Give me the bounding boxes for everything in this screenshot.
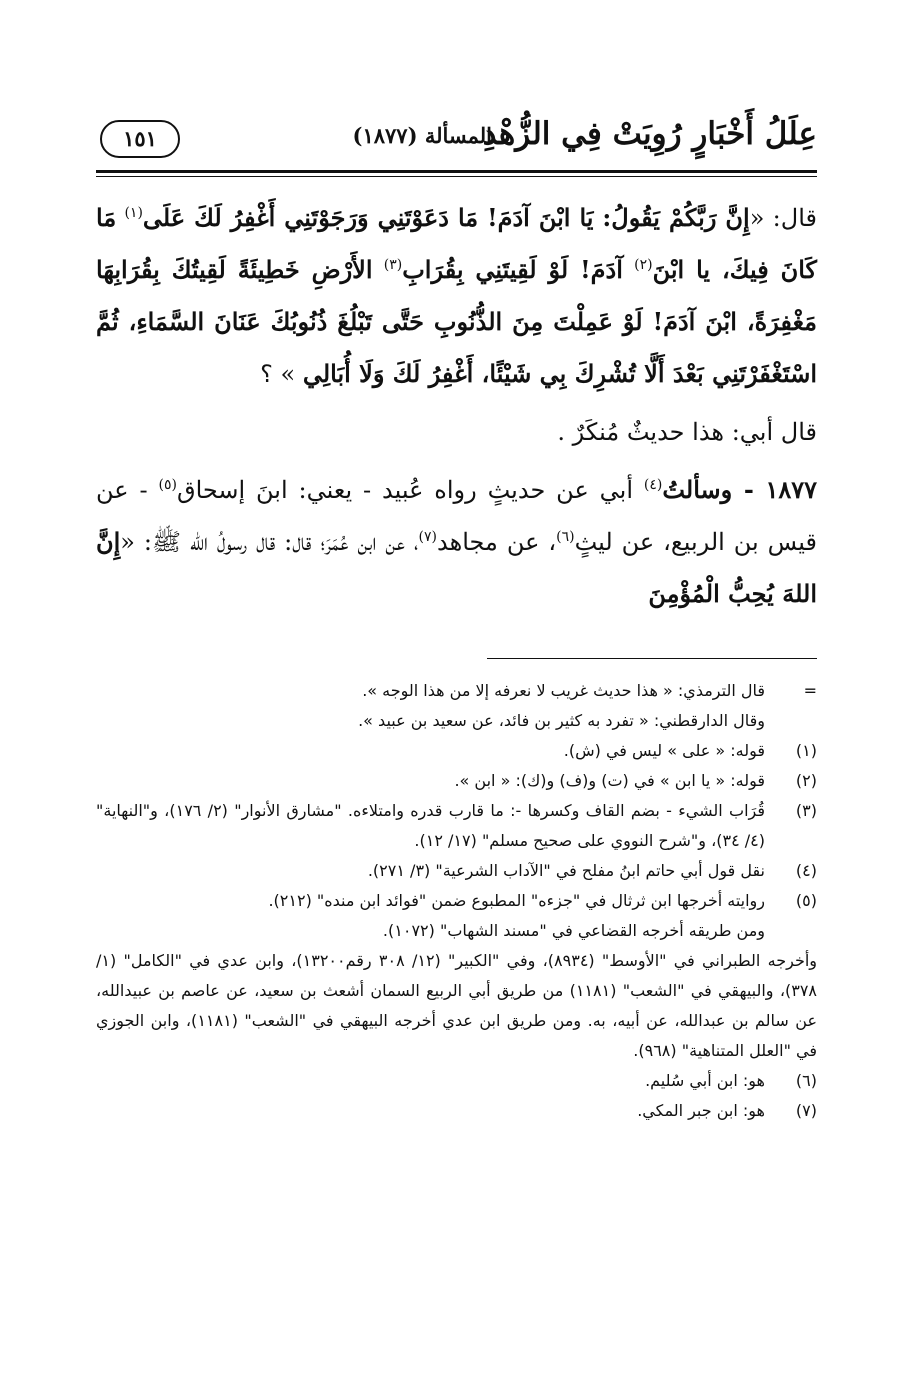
footnote-number: (٤) — [795, 861, 817, 880]
footnote-7 — [96, 1096, 817, 1126]
chain-text-b: - عن قيس بن الربيع، عن ليثٍ — [96, 476, 817, 556]
footnote-5-paragraph: وأخرجه الطبراني في "الأوسط" (٨٩٣٤)، وفي "الكبير" (١٢/ ٣٠٨ رقم١٣٢٠٠)، وابن عدي في "الكامل" (١/ ٣٧٨)، والبيهقي في "الشعب" (١١٨١) من طريق أبي الربيع السمان أشعث بن سعيد، عن عاصم بن عبيدالله، عن سالم بن عبدالله، عن أبيه، به. ومن طريق ابن عدي أخرجه البيهقي في "الشعب" (١١٨١)، وابن الجوزي في "العلل المتناهية" (٩٦٨). — [96, 951, 818, 1060]
issue-heading — [353, 118, 492, 154]
hadith-text-c: آدَمَ! لَوْ لَقِيتَنِي بِقُرَابِ — [402, 255, 623, 284]
footnote-text: قُرَاب الشيء - بضم القاف وكسرها -: ما قارب قدره وامتلاءه. "مشارق الأنوار" (٢/ ١٧٦)، و"النهاية" (٤/ ٣٤)، و"شرح النووي على صحيح مسلم" (١٧/ ١٢). — [96, 801, 765, 850]
footnote-ref-2: (٢) — [634, 257, 653, 273]
footnote-number: (٧) — [795, 1101, 817, 1120]
issue-number: (١٨٧٧) — [352, 123, 418, 148]
page-number: ١٥١ — [100, 120, 180, 158]
footnote-5-line-2: ومن طريقه أخرجه القضاعي في "مسند الشهاب" (١٠٧٢). — [382, 921, 765, 940]
footnote-text: نقل قول أبي حاتم ابنُ مفلح في "الآداب الشرعية" (٣/ ٢٧١). — [367, 861, 765, 880]
continuation-line-2: وقال الدارقطني: « تفرد به كثير بن فائد، عن سعيد بن عبيد ». — [358, 711, 765, 730]
footnote-ref-6: (٦) — [556, 529, 575, 545]
hadith-paragraph — [96, 192, 817, 400]
hadith-text-b: مَا كَانَ فِيكَ، يا ابْنَ — [96, 203, 817, 284]
footnotes — [96, 676, 817, 1126]
issue-number-text: ١٨٧٧ - وسألتُ — [662, 475, 817, 504]
hadith-text-a: إِنَّ رَبَّكُمْ يَقُولُ: يَا ابْنَ آدَمَ! مَا دَعَوْتَنِي وَرَجَوْتَنِي أَغْفِرُ لَكَ عَلَى — [142, 203, 750, 232]
footnote-text: هو: ابن أبي سُليم. — [645, 1071, 765, 1090]
verdict-paragraph: قال أبي: هذا حديثٌ مُنكَرٌ . — [557, 418, 817, 446]
footnote-continuation — [96, 676, 817, 706]
footnote-1 — [96, 736, 817, 766]
header-divider — [96, 170, 817, 177]
footnote-ref-1: (١) — [124, 205, 143, 221]
footnote-ref-7: (٧) — [418, 529, 437, 545]
hadith-opening: إِنَّ اللهَ يُحِبُّ الْمُؤْمِنَ — [96, 527, 817, 608]
footnote-divider — [487, 658, 817, 659]
footnote-text: روايته أخرجها ابن ثرثال في "جزءه" المطبوع ضمن "فوائد ابن منده" (٢١٢). — [268, 891, 765, 910]
hadith-text-d: الأَرْضِ خَطِيئَةً لَقِيتُكَ بِقُرَابِهَا مَغْفِرَةً، ابْنَ آدَمَ! لَوْ عَمِلْتَ مِنَ الذُّنُوبِ حَتَّى تَبْلُغَ ذُنُوبُكَ عَنَانَ السَّمَاءِ، ثُمَّ اسْتَغْفَرْتَنِي بَعْدَ أَلَّا تُشْرِكَ بِي شَيْئًا، أَغْفِرُ لَكَ وَلَا أُبَالِي — [96, 255, 817, 388]
issue-paragraph — [96, 464, 817, 620]
footnote-number: (٢) — [795, 771, 817, 790]
intro-text: قال: « — [749, 204, 817, 232]
issue-label: المسألة — [424, 123, 492, 148]
continuation-line-1: قال الترمذي: « هذا حديث غريب لا نعرفه إلا من هذا الوجه ». — [362, 681, 765, 700]
footnote-number: (٦) — [795, 1071, 817, 1090]
footnote-6 — [96, 1066, 817, 1096]
footnote-number: (١) — [795, 741, 817, 760]
footnote-ref-5: (٥) — [158, 477, 177, 493]
footnote-3 — [96, 796, 817, 856]
footnote-5 — [96, 886, 817, 916]
footnote-ref-4: (٤) — [643, 477, 663, 493]
footnote-ref-3: (٣) — [383, 257, 403, 273]
page-header — [96, 108, 817, 168]
footnote-4 — [96, 856, 817, 886]
continuation-marker: = — [803, 681, 817, 700]
chain-text-d: ، عن ابن عُمَرَ؛ قال: قال رسولُ الله ﷺ: « — [120, 528, 419, 556]
chain-text-c: ، عن مجاهد — [436, 528, 557, 556]
main-text — [96, 192, 817, 620]
footnote-2 — [96, 766, 817, 796]
footnote-text: هو: ابن جبر المكي. — [637, 1101, 765, 1120]
footnote-text: قوله: « يا ابن » في (ت) و(ف) و(ك): « ابن ». — [454, 771, 765, 790]
outro-text: » ؟ — [260, 360, 296, 388]
footnote-number: (٥) — [795, 891, 817, 910]
book-title: عِلَلُ أَخْبَارٍ رُوِيَتْ فِي الزُّهْدِ — [482, 116, 817, 152]
chain-text-a: أبي عن حديثٍ رواه عُبيد - يعني: ابنَ إسحاق — [176, 476, 633, 504]
footnote-text: قوله: « على » ليس في (ش). — [563, 741, 765, 760]
footnote-number: (٣) — [795, 801, 817, 820]
